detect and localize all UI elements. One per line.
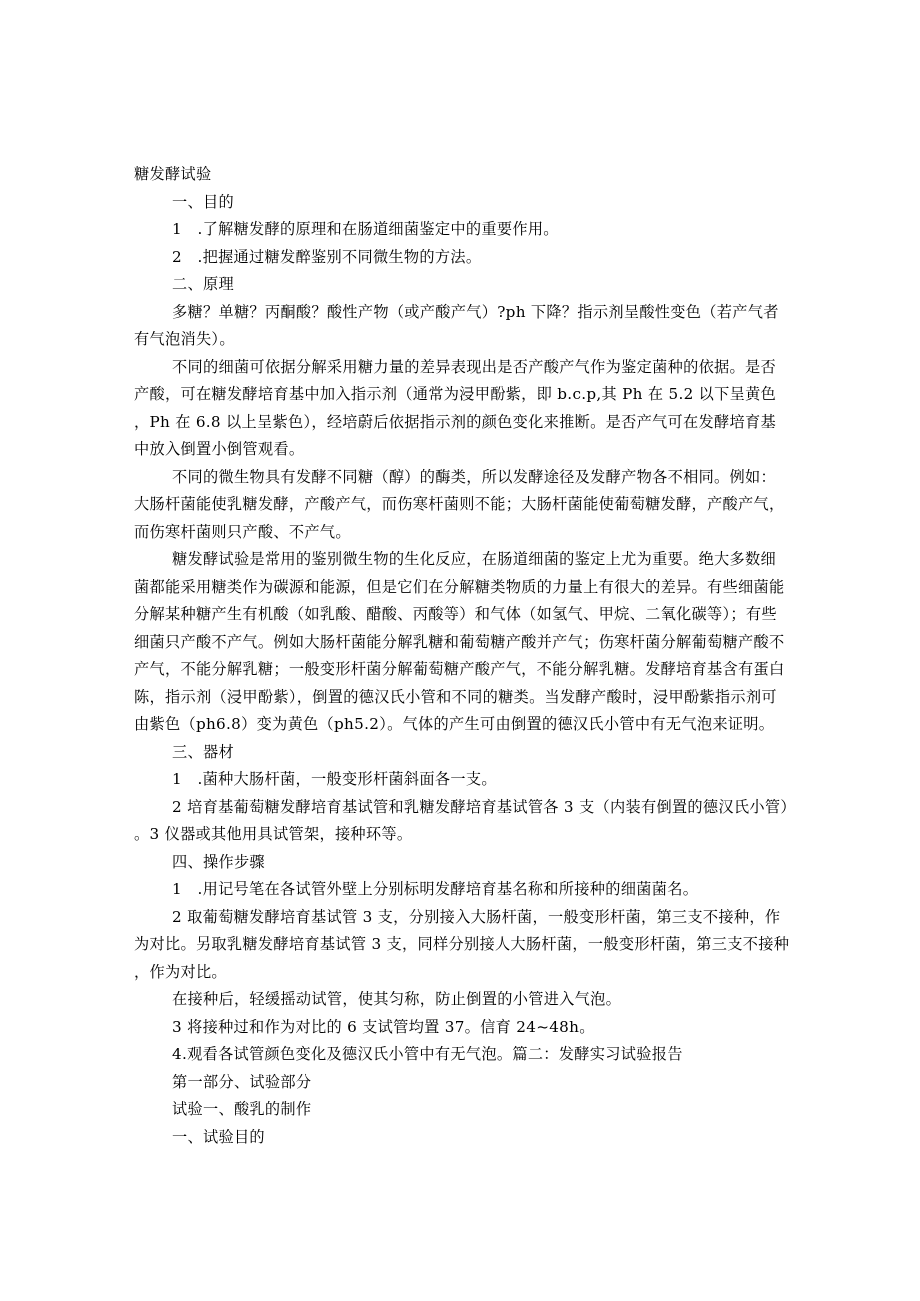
equipment-item-1: 1 .菌种大肠杆菌，一般变形杆菌斜面各一支。 — [172, 770, 497, 788]
section-heading-principle: 二、原理 — [172, 275, 234, 293]
section-heading-procedure: 四、操作步骤 — [172, 852, 265, 871]
purpose-item-1: 1 .了解糖发酵的原理和在肠道细菌鉴定中的重要作用。 — [172, 220, 559, 238]
experiment-purpose-heading: 一、试验目的 — [172, 1127, 265, 1146]
section-heading-equipment: 三、器材 — [172, 742, 234, 761]
procedure-step-2: 2 取葡萄糖发酵培育基试管 3 支，分别接入大肠杆菌，一般变形杆菌，第三支不接种，作为对比。另取乳糖发酵培育基试管 3 支，同样分别接人大肠杆菌，一般变形杆菌，第三支不接种，作为对比。 — [134, 907, 790, 981]
part-heading: 第一部分、试验部分 — [172, 1072, 312, 1091]
principle-paragraph-1: 多糖？单糖？丙酮酸？酸性产物（或产酸产气）?ph 下降？指示剂呈酸性变色（若产气者有气泡消失）。 — [134, 302, 779, 348]
principle-paragraph-2: 不同的细菌可依据分解采用糖力量的差异表现出是否产酸产气作为鉴定菌种的依据。是否产酸，可在糖发酵培育基中加入指示剂（通常为浸甲酚紫，即 b.c.p,其 Ph 在 5.2 以下呈黄色，Ph 在 6.8 以上呈紫色），经培蔚后依据指示剂的颜色变化来推断。是否产气可在发酵培育基中放入倒置小倒管观看。 — [134, 357, 777, 458]
equipment-item-2: 2 培育基葡萄糖发酵培育基试管和乳糖发酵培育基试管各 3 支（内装有倒置的德汉氏小管）。3 仪器或其他用具试管架，接种环等。 — [134, 797, 789, 843]
procedure-step-3: 3 将接种过和作为对比的 6 支试管均置 37。信育 24~48h。 — [172, 1017, 595, 1036]
procedure-note: 在接种后，轻缓摇动试管，使其匀称，防止倒置的小管进入气泡。 — [172, 990, 622, 1008]
document-title: 糖发酵试验 — [134, 165, 212, 183]
principle-paragraph-3: 不同的微生物具有发酵不同糖（醇）的酶类，所以发酵途径及发酵产物各不相同。例如：大肠杆菌能使乳糖发酵，产酸产气，而伤寒杆菌则不能；大肠杆菌能使葡萄糖发酵，产酸产气，而伤寒杆菌则只产酸、不产气。 — [134, 467, 785, 541]
principle-paragraph-4: 糖发酵试验是常用的鉴别微生物的生化反应，在肠道细菌的鉴定上尤为重要。绝大多数细菌都能采用糖类作为碳源和能源，但是它们在分解糖类物质的力量上有很大的差异。有些细菌能分解某种糖产生有机酸（如乳酸、醋酸、丙酸等）和气体（如氢气、甲烷、二氧化碳等）；有些细菌只产酸不产气。例如大肠杆菌能分解乳糖和葡萄糖产酸并产气；伤寒杆菌分解葡萄糖产酸不产气，不能分解乳糖；一般变形杆菌分解葡萄糖产酸产气，不能分解乳糖。发酵培育基含有蛋白陈，指示剂（浸甲酚紫），倒置的德汉氏小管和不同的糖类。当发酵产酸时，浸甲酚紫指示剂可由紫色（ph6.8）变为黄色（ph5.2）。气体的产生可由倒置的德汉氏小管中有无气泡来证明。 — [134, 550, 785, 733]
procedure-step-4: 4.观看各试管颜色变化及德汉氏小管中有无气泡。篇二：发酵实习试验报告 — [172, 1045, 683, 1063]
document-body — [134, 161, 790, 1151]
experiment-heading: 试验一、酸乳的制作 — [172, 1100, 312, 1118]
procedure-step-1: 1 .用记号笔在各试管外壁上分别标明发酵培育基名称和所接种的细菌菌名。 — [172, 880, 699, 898]
section-heading-purpose: 一、目的 — [172, 192, 234, 211]
purpose-item-2: 2 .把握通过糖发醉鉴别不同微生物的方法。 — [172, 247, 482, 266]
